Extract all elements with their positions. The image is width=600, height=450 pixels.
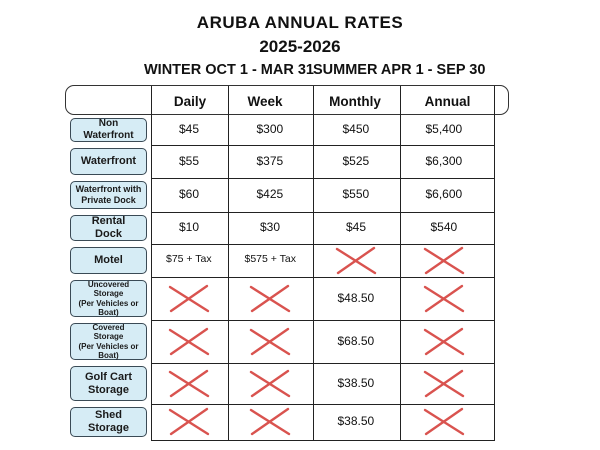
table-column-divider <box>228 86 229 440</box>
not-available-x-icon <box>248 283 292 315</box>
row-label-button[interactable]: Motel <box>70 247 147 274</box>
rate-cell-week: $375 <box>256 153 284 168</box>
table-column-divider <box>151 86 152 440</box>
not-available-x-icon <box>167 406 211 438</box>
rate-cell-monthly: $68.50 <box>337 333 375 348</box>
rate-cell-monthly: $45 <box>346 220 367 234</box>
not-available-x-icon <box>248 406 292 438</box>
rate-cell-annual: $5,400 <box>425 122 463 136</box>
not-available-x-icon <box>248 368 292 400</box>
rate-cell-week: $575 + Tax <box>244 252 296 265</box>
not-available-x-icon <box>422 245 466 277</box>
rate-cell-daily: $10 <box>179 220 200 234</box>
col-header-week: Week <box>247 94 283 109</box>
rate-cell-monthly: $38.50 <box>337 414 375 428</box>
table-column-divider <box>313 86 314 440</box>
rate-cell-daily: $55 <box>179 153 200 168</box>
not-available-x-icon <box>422 326 466 358</box>
rate-cell-annual: $6,600 <box>425 187 463 201</box>
row-label-button[interactable]: Golf Cart Storage <box>70 366 147 401</box>
table-column-divider <box>400 86 401 440</box>
row-label-button[interactable]: Non Waterfront <box>70 118 147 142</box>
row-label-button[interactable]: Shed Storage <box>70 407 147 437</box>
table-row-divider <box>151 320 495 321</box>
table-row-divider <box>151 145 495 146</box>
row-label-button[interactable]: Rental Dock <box>70 215 147 241</box>
table-row-divider <box>151 363 495 364</box>
row-label-button[interactable]: Covered Storage (Per Vehicles or Boat) <box>70 323 147 360</box>
rate-cell-annual: $6,300 <box>425 153 463 168</box>
not-available-x-icon <box>167 326 211 358</box>
table-row-divider <box>151 277 495 278</box>
table-row-divider <box>151 440 495 441</box>
col-header-monthly: Monthly <box>329 94 381 109</box>
table-row-divider <box>151 178 495 179</box>
rate-cell-daily: $60 <box>179 187 200 201</box>
col-header-annual: Annual <box>424 94 471 109</box>
rate-cell-week: $30 <box>260 220 281 234</box>
table-row-divider <box>151 212 495 213</box>
year-range: 2025-2026 <box>259 37 341 56</box>
not-available-x-icon <box>422 368 466 400</box>
row-label-button[interactable]: Waterfront with Private Dock <box>70 181 147 209</box>
not-available-x-icon <box>422 406 466 438</box>
row-label-button[interactable]: Waterfront <box>70 148 147 175</box>
rate-cell-monthly: $48.50 <box>337 290 375 305</box>
rate-cell-daily: $75 + Tax <box>166 252 212 265</box>
not-available-x-icon <box>167 368 211 400</box>
page-title: ARUBA ANNUAL RATES <box>196 13 404 32</box>
rate-cell-week: $425 <box>256 187 284 201</box>
table-column-divider <box>494 86 495 440</box>
row-label-button[interactable]: Uncovered Storage (Per Vehicles or Boat) <box>70 280 147 317</box>
table-row-divider <box>151 404 495 405</box>
col-header-daily: Daily <box>173 94 207 109</box>
rate-cell-monthly: $450 <box>342 122 370 136</box>
rate-cell-monthly: $38.50 <box>337 375 375 390</box>
not-available-x-icon <box>167 283 211 315</box>
summer-season: SUMMER APR 1 - SEP 30 <box>313 62 486 78</box>
rate-cell-monthly: $550 <box>342 187 370 201</box>
not-available-x-icon <box>248 326 292 358</box>
not-available-x-icon <box>422 283 466 315</box>
rate-cell-week: $300 <box>256 122 284 136</box>
rate-cell-monthly: $525 <box>342 153 370 168</box>
rate-cell-daily: $45 <box>179 122 200 136</box>
winter-season: WINTER OCT 1 - MAR 31 <box>144 62 314 78</box>
rate-cell-annual: $540 <box>430 220 458 234</box>
not-available-x-icon <box>334 245 378 277</box>
